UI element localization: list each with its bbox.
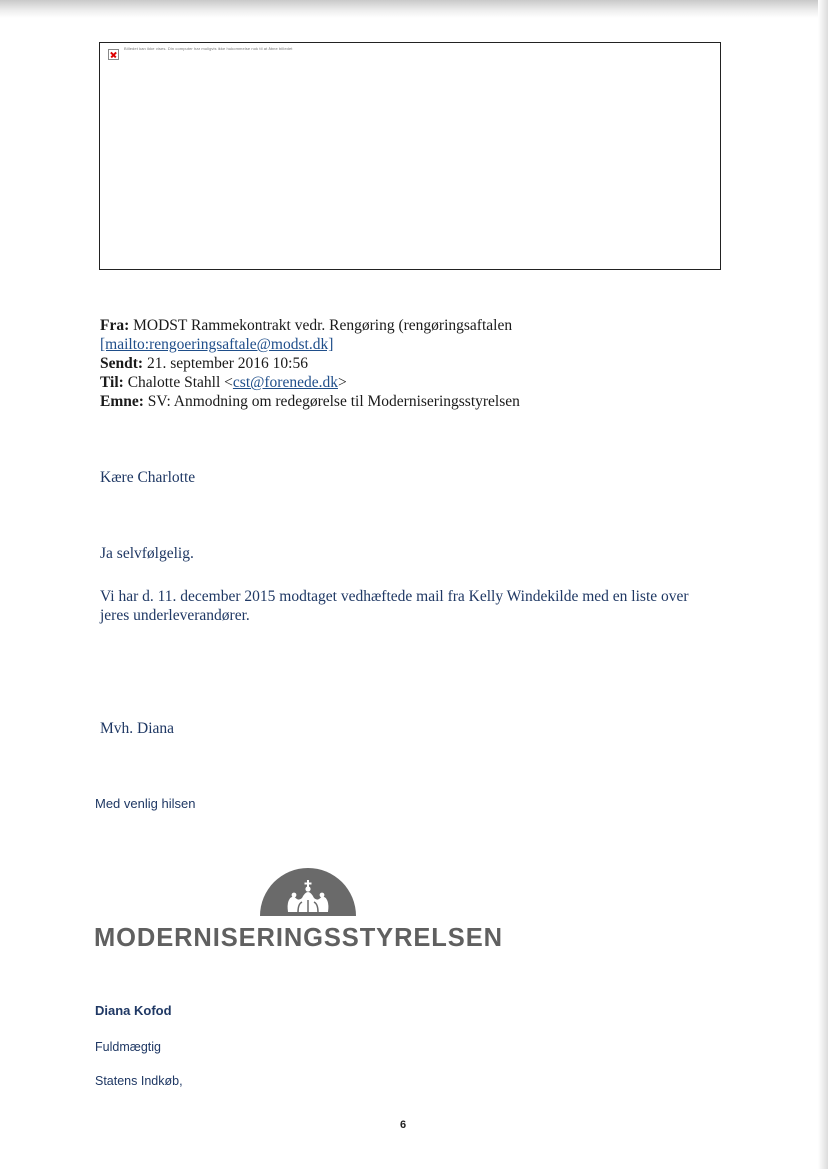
broken-image-icon [108, 49, 119, 60]
from-mailto-link[interactable]: [mailto:rengoeringsaftale@modst.dk] [100, 336, 334, 353]
scan-shadow-top [0, 0, 828, 18]
signature-name: Diana Kofod [95, 1003, 172, 1018]
subject-label: Emne: [100, 393, 144, 410]
to-label: Til: [100, 374, 124, 391]
from-label: Fra: [100, 317, 130, 334]
signature-organization: Statens Indkøb, [95, 1074, 183, 1088]
crown-logo-icon [258, 862, 358, 916]
subject-value: SV: Anmodning om redegørelse til Moderniseringsstyrelsen [147, 393, 520, 410]
body-paragraph-2: Vi har d. 11. december 2015 modtaget vedhæftede mail fra Kelly Windekilde med en liste over jeres underleverandører. [100, 588, 689, 624]
body-paragraph-1: Ja selvfølgelig. [100, 545, 194, 562]
from-line [100, 316, 660, 335]
sent-value: 21. september 2016 10:56 [146, 355, 308, 372]
closing: Mvh. Diana [100, 720, 175, 737]
from-link-line [100, 335, 660, 354]
logo-wordmark: MODERNISERINGSSTYRELSEN [94, 924, 503, 952]
signature-title: Fuldmægtig [95, 1040, 161, 1054]
scan-shadow-right [818, 0, 828, 1169]
from-value: MODST Rammekontrakt vedr. Rengøring (rengøringsaftalen [133, 317, 513, 334]
broken-image-frame [99, 42, 721, 270]
email-header [100, 316, 660, 411]
regards-text: Med venlig hilsen [95, 796, 196, 811]
to-value-suffix: > [338, 374, 347, 391]
to-value-prefix: Chalotte Stahll < [127, 374, 233, 391]
salutation: Kære Charlotte [100, 469, 196, 486]
broken-image-alt-text: Billedet kan ikke vises. Din computer har muligvis ikke hukommelse nok til at åbne billedet [124, 46, 293, 51]
subject-line [100, 392, 660, 411]
sent-label: Sendt: [100, 355, 144, 372]
to-email-link[interactable]: cst@forenede.dk [232, 374, 338, 391]
to-line [100, 373, 660, 392]
sent-line [100, 354, 660, 373]
page-number: 6 [400, 1119, 407, 1131]
